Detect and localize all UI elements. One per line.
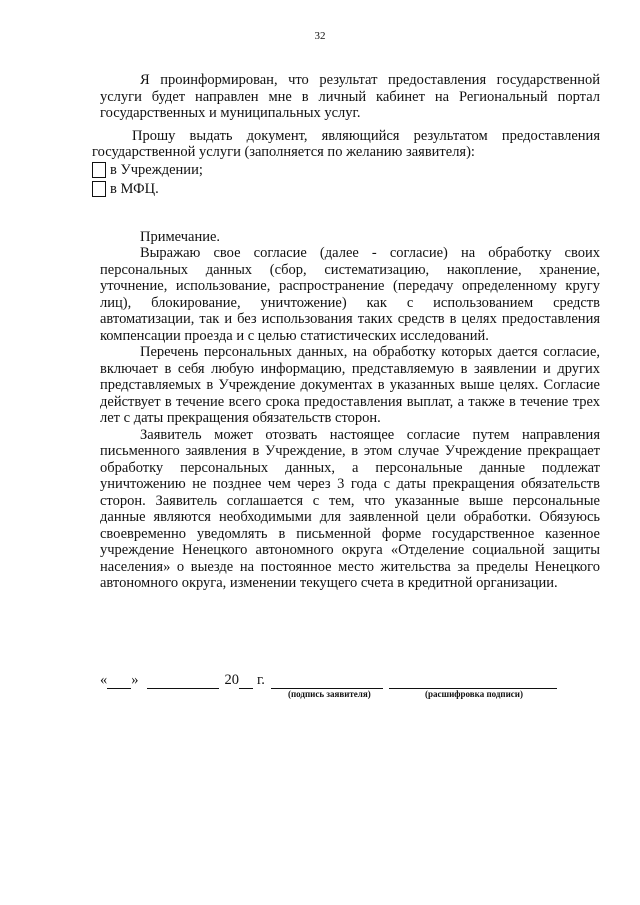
decoding-caption: (расшифровка подписи) [425,689,523,699]
year-field[interactable] [239,674,253,689]
year-suffix: г. [257,672,265,688]
signature-caption: (подпись заявителя) [288,689,371,699]
signature-block [100,672,600,689]
request-paragraph: Прошу выдать документ, являющийся результатом предоставления государственной услуги (заполняется по желанию заявителя): [92,127,600,160]
informed-paragraph: Я проинформирован, что результат предоставления государственной услуги будет направлен мне в личный кабинет на Региональный портал государственных и муниципальных услуг. [100,72,600,121]
close-quote: » [131,672,139,688]
decoding-field[interactable] [389,674,557,689]
option-mfc-label: в МФЦ. [110,180,159,197]
data-list-paragraph: Перечень персональных данных, на обработку которых дается согласие, включает в себя любую информацию, представляемую в заявлении и других представляемых в Учреждение документах в указанных выше целях. Согласие действует в течение всего срока предоставления выплат, а также в течение трех лет с даты прекращения обязательств сторон. [100,344,600,426]
institution-checkbox[interactable] [92,162,106,178]
open-quote: « [100,672,108,688]
year-prefix: 20 [224,672,239,688]
note-heading: Примечание. [140,228,221,245]
day-field[interactable] [107,674,131,689]
page-number: 32 [314,30,326,42]
option-institution-label: в Учреждении; [110,161,203,178]
month-field[interactable] [147,674,219,689]
option-institution[interactable] [92,161,600,180]
signature-field[interactable] [271,674,383,689]
mfc-checkbox[interactable] [92,181,106,197]
document-body [92,72,600,592]
revoke-paragraph: Заявитель может отозвать настоящее согласие путем направления письменного заявления в Учреждение, в этом случае Учреждение прекращает обработку персональных данных, а персональные данные подлежат уничтожению не позднее чем через 3 года с даты прекращения обязательств сторон. Заявитель соглашается с тем, что указанные выше персональные данные являются необходимыми для заявленной цели обработки. Обязуюсь своевременно уведомлять в письменной форме государственное казенное учреждение Ненецкого автономного округа «Отделение социальной защиты населения» о выезде на постоянное место жительства за пределы Ненецкого автономного округа, изменении текущего счета в кредитной организации. [100,426,600,591]
option-mfc[interactable] [92,180,600,199]
consent-paragraph: Выражаю свое согласие (далее - согласие) на обработку своих персональных данных (сбор, систематизацию, накопление, хранение, уточнение, использование, распространение (передачу определенному кругу лиц), блокирование, уничтожение) как с использованием средств автоматизации, так и без использования таких средств в целях предоставления компенсации проезда и с целью статистических исследований. [100,245,600,344]
